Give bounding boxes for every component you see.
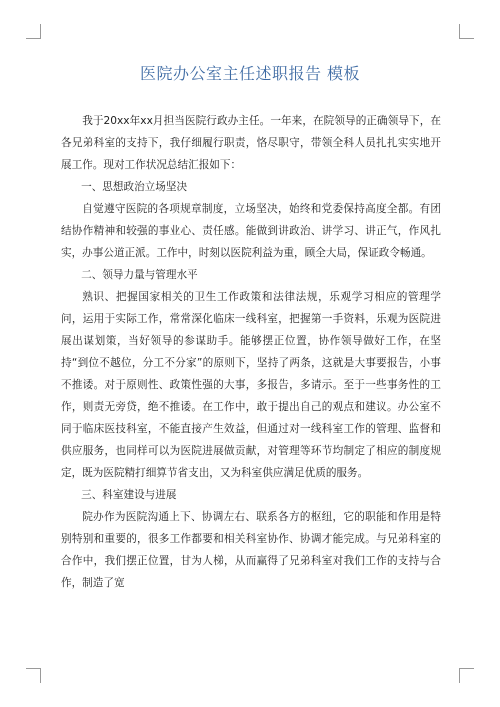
document-title: 医院办公室主任述职报告 模板 (139, 64, 361, 83)
section-1-paragraph: 自觉遵守医院的各项规章制度，立场坚决，始终和党委保持高度全都。有团结协作精神和较强的事业心、责任感。能做到讲政治、讲学习、讲正气，作风扎实，办事公道正派。工作中，时刻以医院利益为重，顾全大局，保证政令畅通。 (61, 203, 441, 259)
intro-paragraph: 我于20xx年xx月担当医院行政办主任。一年来，在院领导的正确领导下，在各兄弟科室的支持下，我仔细履行职责，恪尽职守，带领全科人员扎扎实实地开展工作。现对工作状况总结汇报如下： (61, 115, 441, 171)
crop-mark-top-right (459, 24, 474, 39)
document-body (61, 110, 441, 594)
crop-mark-bottom-left (26, 668, 41, 683)
crop-mark-top-left (26, 24, 41, 39)
section-heading-2: 二、领导力量与管理水平 (81, 269, 198, 281)
section-2-paragraph: 熟识、把握国家相关的卫生工作政策和法律法规，乐观学习相应的管理学问，运用于实际工作，常常深化临床一线科室，把握第一手资料，乐观为医院进展出谋划策，当好领导的参谋助手。能够摆正位置，协作领导做好工作，在坚持“到位不越位，分工不分家”的原则下，坚持了两条，这就是大事要报告，小事不推诿。对于原则性、政策性强的大事，多报告，多请示。至于一些事务性的工作，则责无旁贷，绝不推诿。在工作中，敢于提出自己的观点和建议。办公室不同于临床医技科室，不能直接产生效益，但通过对一线科室工作的管理、监督和供应服务，也同样可以为医院进展做贡献，对管理等环节均制定了相应的制度规定，既为医院精打细算节省支出，又为科室供应满足优质的服务。 (61, 291, 441, 479)
section-heading-1: 一、思想政治立场坚决 (81, 181, 188, 193)
section-3-paragraph: 院办作为医院沟通上下、协调左右、联系各方的枢纽，它的职能和作用是特别特别和重要的，很多工作都要和相关科室协作、协调才能完成。与兄弟科室的合作中，我们摆正位置，甘为人梯，从而赢得了兄弟科室对我们工作的支持与合作，制造了宽 (61, 511, 441, 589)
section-heading-3: 三、科室建设与进展 (81, 489, 177, 501)
crop-mark-bottom-right (459, 668, 474, 683)
